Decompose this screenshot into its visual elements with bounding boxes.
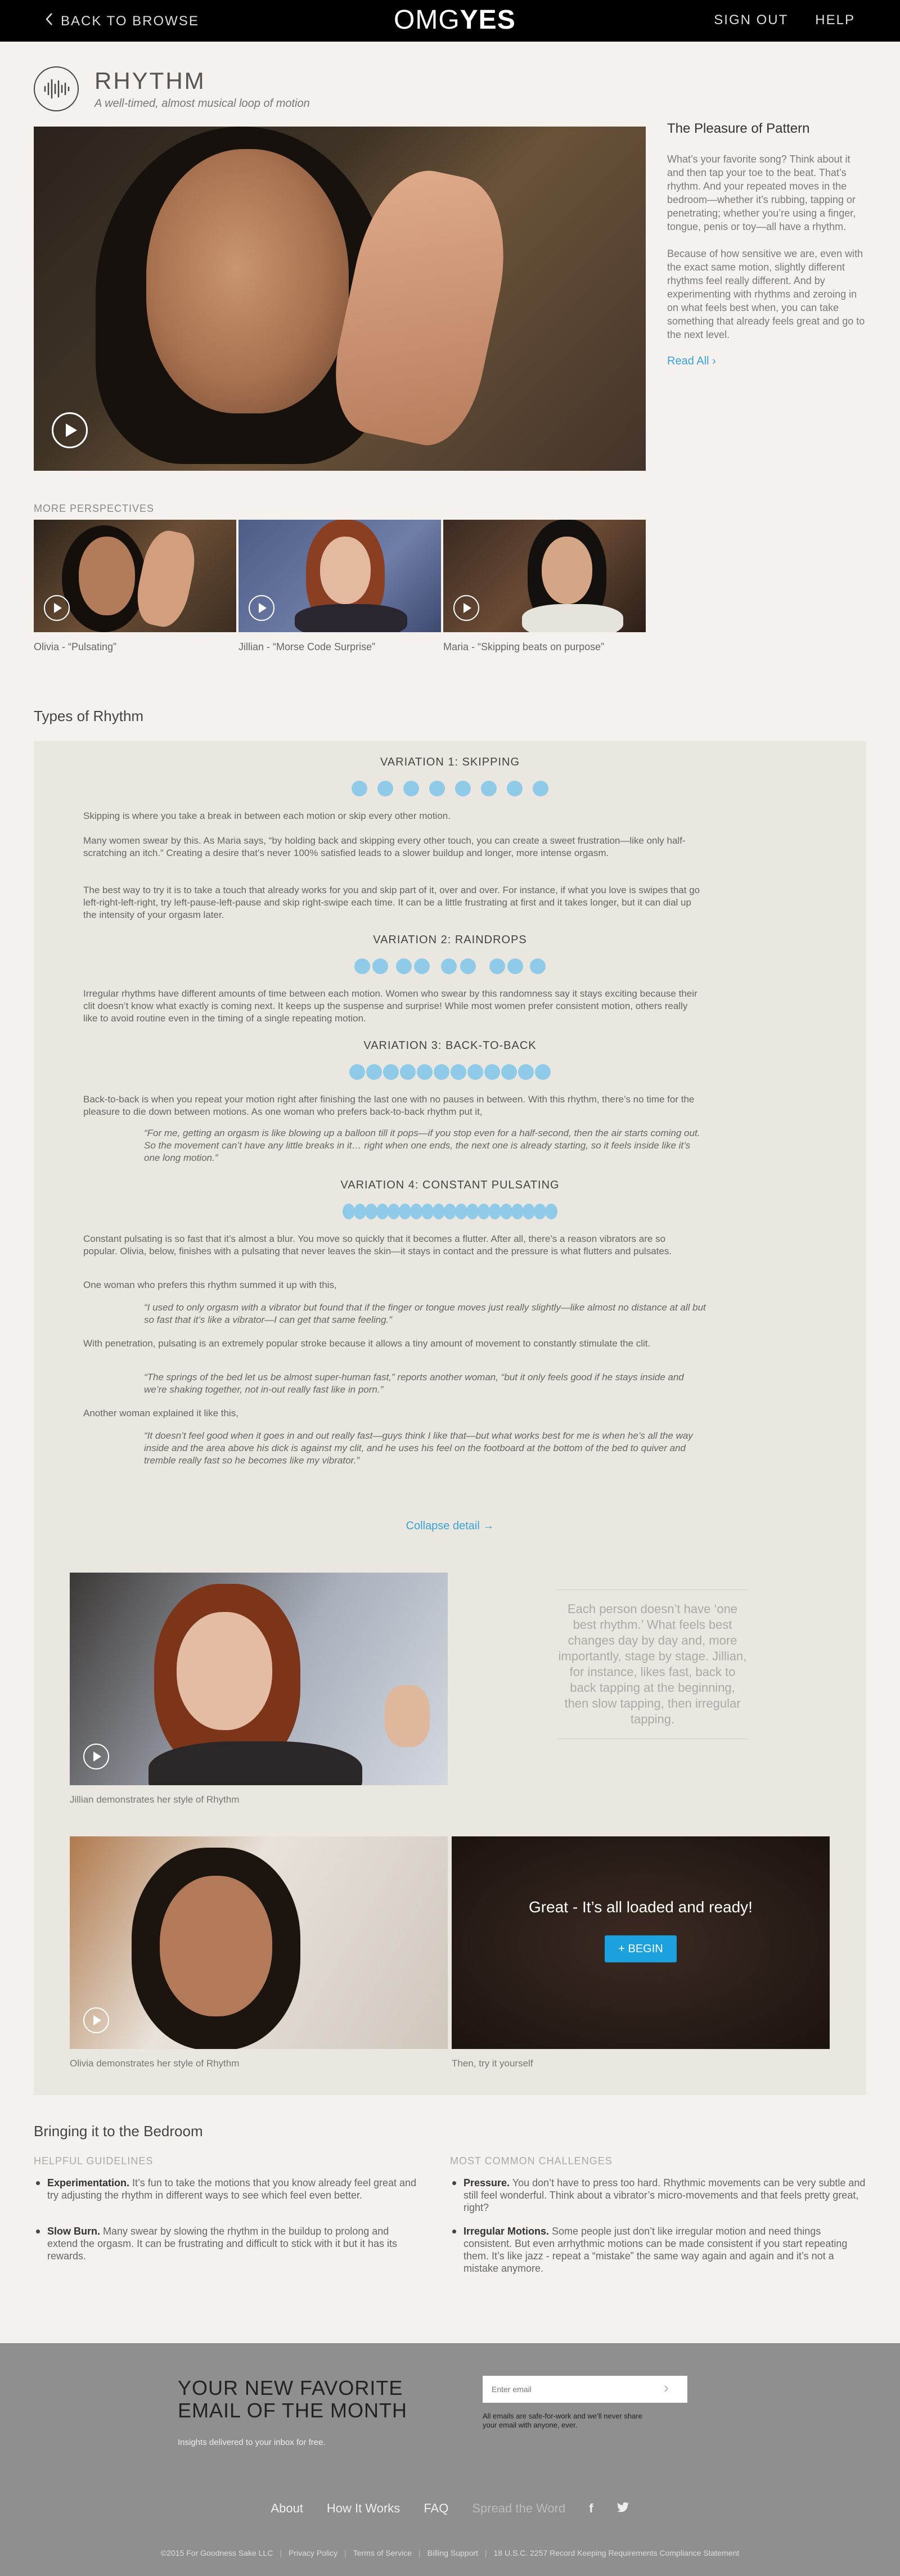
how-it-works-link[interactable]: How It Works (326, 2501, 400, 2515)
footer-legal (0, 2548, 900, 2557)
rhythm-dot (400, 1064, 416, 1080)
rhythm-dot (343, 1204, 355, 1219)
compliance-link[interactable]: 18 U.S.C. 2257 Record Keeping Requirements Compliance Statement (493, 2548, 740, 2557)
terms-link[interactable]: Terms of Service (353, 2548, 412, 2557)
rhythm-dot (535, 1064, 551, 1080)
rhythm-dot (365, 1204, 377, 1219)
rhythm-dot (518, 1064, 534, 1080)
rhythm-dot (545, 1204, 557, 1219)
sign-out-link[interactable]: SIGN OUT (714, 12, 789, 28)
olivia-face (160, 1876, 272, 2016)
jillian-face (177, 1612, 272, 1730)
rhythm-dot (376, 1204, 389, 1219)
top-bar (0, 0, 900, 42)
back-label: BACK TO BROWSE (61, 13, 199, 29)
list-item-text: You don’t have to press too hard. Rhythmic movements can be very subtle and still feel wonderful. Think about a vibrator’s micro-movements and that feels pretty great, right? (464, 2177, 866, 2213)
rhythm-dot (507, 781, 523, 796)
paragraph: Many women swear by this. As Maria says, “by holding back and skipping every other touch, you can create a sweet frustration—like only half-scratching an itch.” Creating a desire that’s never 100% satisfied leads to a slower buildup and longer, more intense orgasm. (83, 835, 686, 858)
guidelines-heading: HELPFUL GUIDELINES (34, 2155, 154, 2167)
rhythm-dot (511, 1204, 524, 1219)
rhythm-dot (481, 781, 497, 796)
rhythm-dot (466, 1204, 479, 1219)
back-to-browse-link[interactable] (45, 12, 199, 30)
rhythm-dot (377, 781, 393, 796)
video-caption: Olivia demonstrates her style of Rhythm (70, 2058, 240, 2069)
paragraph: Another woman explained it like this, (83, 1408, 238, 1418)
paragraph: One woman who prefers this rhythm summed it up with this, (83, 1280, 337, 1290)
rhythm-dot (366, 1064, 382, 1080)
twitter-icon[interactable] (617, 2501, 629, 2516)
rhythm-dot (530, 958, 546, 974)
rhythm-dot (352, 781, 367, 796)
olivia-video[interactable] (70, 1836, 448, 2049)
rhythm-dot (500, 1204, 512, 1219)
newsletter-section (0, 2343, 900, 2492)
rhythm-icon (34, 66, 79, 111)
list-item-title: Irregular Motions. (464, 2226, 550, 2237)
rhythm-dot (421, 1204, 434, 1219)
list-item (451, 2225, 867, 2275)
variation-title: VARIATION 2: RAINDROPS (373, 934, 527, 946)
rhythm-dot (383, 1064, 399, 1080)
collapse-label: Collapse detail (406, 1520, 480, 1532)
rhythm-pullquote: Each person doesn’t have ‘one best rhythm.’ What feels best changes day by day and, more importantly, stage by stage. Jillian, for instance, likes fast, back to back tapping at the beginning, then slow tapping, then irregular tapping. (557, 1589, 748, 1739)
quote: “It doesn’t feel good when it goes in and out really fast—guys think I like that—but what works best for me is when he’s all the way inside and the area above his dick is against my clit, and he uses his feel on the footboard at the bottom of the bed to quiver and tremble really fast so he becomes like my vibrator.” (144, 1430, 693, 1466)
rhythm-dot (467, 1064, 483, 1080)
read-all-label: Read All (667, 355, 709, 367)
play-icon[interactable] (83, 1744, 109, 1769)
paragraph: Skipping is where you take a break in between each motion or skip every other motion. (83, 810, 451, 821)
quote: “The springs of the bed let us be almost super-human fast,” reports another woman, “but it only feels good if he stays inside and we’re shaking together, not in-out really fast like in porn.” (144, 1372, 684, 1395)
omgyes-logo[interactable] (394, 4, 516, 35)
raindrops-dots (34, 958, 866, 974)
thumbnail-caption[interactable]: Olivia - “Pulsating” (34, 641, 117, 652)
list-item-text: Many swear by slowing the rhythm in the buildup to prolong and extend the orgasm. It can be frustrating and difficult to stick with it but it has its rewards. (47, 2226, 397, 2262)
paragraph: The best way to try it is to take a touch that already works for you and skip part of it, over and over. For instance, if what you love is swipes that go left-right-left-right, try left-pause-left-pause and skip right-swipe each time. It can be a little frustrating at first and it takes longer, but it can dial up the intensity of your orgasm later. (83, 885, 700, 920)
play-icon[interactable] (453, 595, 479, 621)
video-caption: Then, try it yourself (452, 2058, 533, 2069)
privacy-link[interactable]: Privacy Policy (288, 2548, 338, 2557)
paragraph: Back-to-back is when you repeat your motion right after finishing the last one with no pauses in between. With this rhythm, there’s no time for the pleasure to die down between motions. As one woman who prefers back-to-back rhythm put it, (83, 1094, 695, 1117)
footer (0, 2492, 900, 2576)
read-all-link[interactable] (667, 355, 716, 367)
thumbnail-caption[interactable]: Jillian - “Morse Code Surprise” (238, 641, 376, 652)
rhythm-dot (372, 958, 388, 974)
billing-link[interactable]: Billing Support (427, 2548, 478, 2557)
newsletter-subtitle: Insights delivered to your inbox for free. (178, 2438, 326, 2447)
rhythm-dot (455, 781, 471, 796)
play-icon[interactable] (52, 412, 88, 448)
chevron-left-icon (45, 12, 53, 30)
newsletter-title: YOUR NEW FAVORITE EMAIL OF THE MONTH (178, 2376, 408, 2422)
jillian-hand (385, 1685, 430, 1747)
play-icon[interactable] (83, 2007, 109, 2033)
hero-video[interactable] (34, 127, 646, 471)
variation-title: VARIATION 4: CONSTANT PULSATING (340, 1179, 560, 1191)
rhythm-dot (354, 1204, 366, 1219)
list-item-title: Slow Burn. (47, 2226, 100, 2237)
email-input[interactable] (483, 2376, 687, 2403)
rhythm-dot (433, 1204, 445, 1219)
side-paragraph: What’s your favorite song? Think about it and then tap your toe to the beat. That’s rhythm. And your repeated moves in the bedroom—whether it’s rubbing, tapping or penetrating; whether you’re using a finger, tongue, penis or toy—all have a rhythm. (667, 154, 856, 232)
hero-face (146, 149, 349, 413)
separator: | (344, 2548, 346, 2557)
rhythm-dot (501, 1064, 517, 1080)
rhythm-dot (388, 1204, 400, 1219)
faq-link[interactable]: FAQ (424, 2501, 449, 2515)
footer-nav (0, 2501, 900, 2516)
paragraph: With penetration, pulsating is an extremely popular stroke because it allows a tiny amount of movement to constantly stimulate the clit. (83, 1338, 651, 1349)
logo-bold: YES (460, 5, 516, 35)
list-item-text: It’s fun to take the motions that you know already feel great and try adjusting the rhythm in different ways to see which feel even better. (47, 2177, 417, 2201)
arrow-right-icon: → (483, 1520, 494, 1532)
list-item (451, 2177, 867, 2214)
newsletter-disclaimer: All emails are safe-for-work and we’ll never share your email with anyone, ever. (483, 2412, 642, 2429)
copyright: ©2015 For Goodness Sake LLC (160, 2548, 273, 2557)
logo-light: OMG (394, 5, 460, 35)
rhythm-dot (478, 1204, 490, 1219)
rhythm-dot (414, 958, 430, 974)
jillian-body (148, 1741, 362, 1785)
quote: “I used to only orgasm with a vibrator but found that if the finger or tongue moves just really slightly—like almost no distance at all but so fast that it’s like a vibrator—I can get that same feeling.” (144, 1302, 706, 1325)
rhythm-dot (489, 1204, 501, 1219)
types-panel (34, 741, 866, 2095)
ready-title: Great - It’s all loaded and ready! (529, 1898, 753, 1916)
rhythm-dot (534, 1204, 546, 1219)
rhythm-dot (523, 1204, 535, 1219)
thumbnail-caption[interactable]: Maria - “Skipping beats on purpose” (443, 641, 605, 652)
pulsating-dots (34, 1204, 866, 1219)
thumbnail-jillian[interactable] (238, 520, 441, 632)
types-title: Types of Rhythm (34, 708, 144, 724)
page-subtitle: A well-timed, almost musical loop of motion (94, 97, 310, 110)
top-nav (714, 12, 855, 28)
more-perspectives-label: MORE PERSPECTIVES (34, 503, 155, 514)
back-to-back-dots (34, 1064, 866, 1080)
list-item (35, 2225, 417, 2262)
rhythm-dot (434, 1064, 449, 1080)
collapse-detail-link[interactable] (34, 1520, 866, 1533)
rhythm-dot (354, 958, 370, 974)
skipping-dots (34, 781, 866, 796)
video-caption: Jillian demonstrates her style of Rhythm (70, 1794, 240, 1805)
variation-title: VARIATION 3: BACK-TO-BACK (363, 1039, 537, 1052)
separator: | (484, 2548, 487, 2557)
rhythm-dot (533, 781, 548, 796)
paragraph: Irregular rhythms have different amounts of time between each motion. Women who swear by this randomness say it stays exciting because their clit doesn’t know what exactly is coming next. It keeps up the suspense and surprise! While most women prefer consistent motion, others really like to avoid routine even in the timing of a single repeating motion. (83, 988, 698, 1024)
side-paragraph: Because of how sensitive we are, even with the exact same motion, slightly different rhythms feel really different. And by experimenting with rhythms and zeroing in on what feels best when, you can take something that already feels great and go to the next level. (667, 248, 865, 340)
rhythm-dot (441, 958, 457, 974)
spread-the-word-label: Spread the Word (472, 2501, 566, 2515)
paragraph: Constant pulsating is so fast that it’s almost a blur. You move so quickly that it becomes a flutter. After all, there’s a reason vibrators are so popular. Olivia, below, finishes with a pulsating that never leaves the skin—it stays in contact and the pressure is what flutters and pulsates. (83, 1233, 672, 1257)
help-link[interactable]: HELP (815, 12, 855, 28)
play-icon[interactable] (44, 595, 70, 621)
about-link[interactable]: About (271, 2501, 303, 2515)
side-title: The Pleasure of Pattern (667, 121, 810, 136)
thumbnail-maria[interactable] (443, 520, 646, 632)
separator: | (280, 2548, 282, 2557)
jillian-video[interactable] (70, 1573, 448, 1785)
rhythm-dot (399, 1204, 411, 1219)
begin-button[interactable]: + BEGIN (605, 1935, 677, 1962)
pleasure-of-pattern-panel (667, 121, 870, 368)
rhythm-dot (484, 1064, 500, 1080)
list-item-title: Experimentation. (47, 2177, 130, 2188)
quote: “For me, getting an orgasm is like blowing up a balloon till it pops—if you stop even for a half-second, then the air starts coming out. So the movement can’t have any little breaks in it… right when one ends, the next one is already starting, so it feels inside like it’s one long motion.” (144, 1128, 700, 1163)
variation-title: VARIATION 1: SKIPPING (380, 756, 520, 768)
list-item (35, 2177, 417, 2201)
rhythm-dot (507, 958, 523, 974)
rhythm-dot (489, 958, 505, 974)
thumbnail-olivia[interactable] (34, 520, 236, 632)
rhythm-dot (444, 1204, 456, 1219)
rhythm-dot (403, 781, 419, 796)
facebook-icon[interactable]: f (589, 2501, 593, 2515)
page-title: RHYTHM (94, 67, 206, 94)
list-item-title: Pressure. (464, 2177, 510, 2188)
chevron-right-icon: › (712, 355, 716, 367)
list-item-text: Some people just don’t like irregular motion and need things consistent. But even arrhythmic motions can be made consistent if you start repeating them. It’s like jazz - repeat a “mistake” the same way again and again and it’s not a mistake anymore. (464, 2226, 848, 2274)
try-it-panel (452, 1836, 830, 2049)
rhythm-dot (451, 1064, 466, 1080)
submit-arrow-icon[interactable]: › (664, 2379, 669, 2396)
bedroom-title: Bringing it to the Bedroom (34, 2123, 203, 2140)
challenges-heading: MOST COMMON CHALLENGES (450, 2155, 613, 2167)
separator: | (418, 2548, 421, 2557)
play-icon[interactable] (249, 595, 274, 621)
rhythm-dot (455, 1204, 467, 1219)
rhythm-dot (460, 958, 476, 974)
rhythm-dot (417, 1064, 433, 1080)
rhythm-dot (410, 1204, 422, 1219)
rhythm-dot (349, 1064, 365, 1080)
rhythm-dot (429, 781, 445, 796)
rhythm-dot (396, 958, 412, 974)
